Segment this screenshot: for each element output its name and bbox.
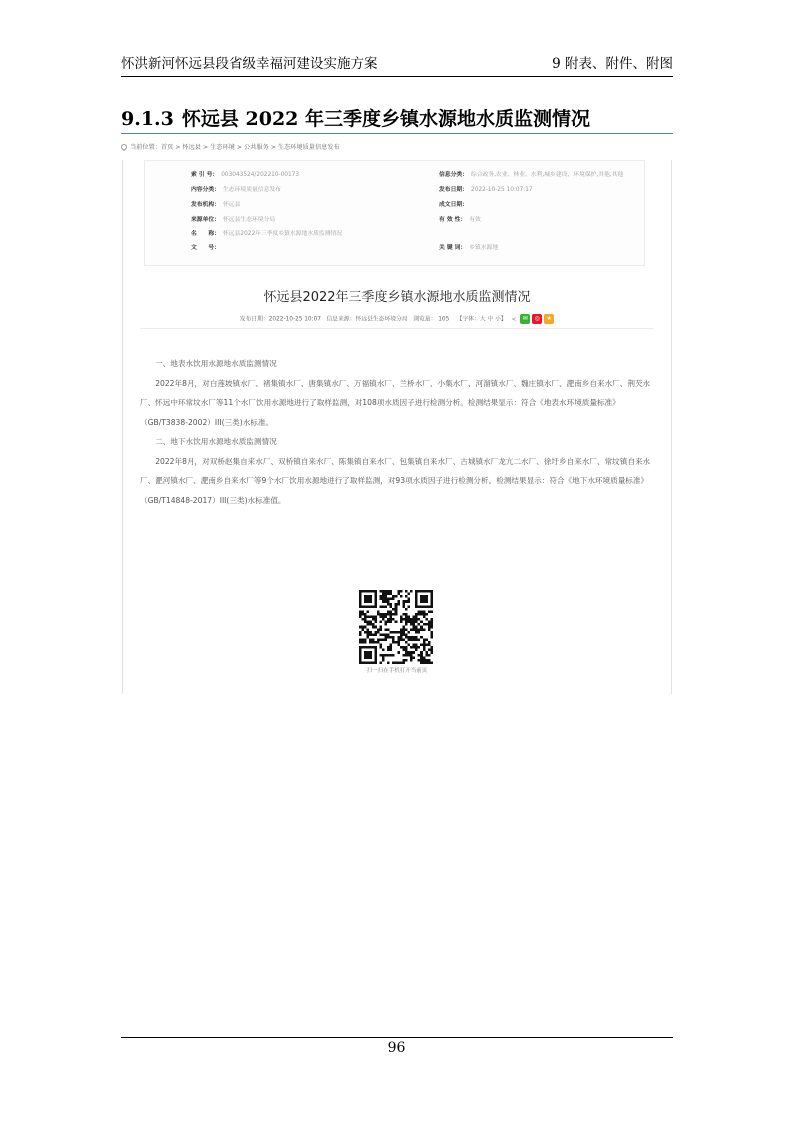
meta-publisher: 发布机构： 怀远县 xyxy=(191,202,241,208)
header-rule xyxy=(121,76,673,77)
weibo-share-icon[interactable]: ◎ xyxy=(532,314,542,324)
breadcrumb-text: 当前位置：首页 > 怀远县 > 生态环境 > 公共服务 > 生态环境质量信息发布 xyxy=(130,144,340,151)
wechat-share-icon[interactable]: ✉ xyxy=(520,314,530,324)
section-heading xyxy=(121,106,673,132)
info-source: 信息来源：怀远县生态环境分局 xyxy=(326,316,408,323)
article-info-bar xyxy=(121,314,673,325)
view-count: 浏览量： 105 xyxy=(413,316,450,323)
section-title: 怀远县 2022 年三季度乡镇水源地水质监测情况 xyxy=(181,108,591,130)
font-size-switch[interactable]: 【字体：大 中 小】 xyxy=(456,316,507,323)
paragraph-ground-water: 2022年8月，对双桥赵集自来水厂、双桥镇自来水厂、陈集镇自来水厂、包集镇自来水厂、古城镇水厂龙亢二水厂、徐圩乡自来水厂、常坟镇自来水厂、淝河镇水厂、淝南乡自来水厂等9个水厂饮用水源地进行了取样监测，对93项水质因子进行检测分析。检测结果显示：符合《地下水环境质量标准》（GB/T14848-2017）III(三类)水标准值。 xyxy=(140,456,651,505)
page-header xyxy=(121,54,673,74)
meta-source-unit: 来源单位： 怀远县生态环境分局 xyxy=(191,217,276,223)
breadcrumb xyxy=(121,142,340,151)
meta-info-category: 信息分类： 综合政务,农业、林业、水利,城乡建设、环境保护,其他,其他 xyxy=(439,172,624,178)
metadata-box xyxy=(144,160,645,266)
info-divider xyxy=(140,328,654,329)
article-body xyxy=(140,354,654,510)
footer-rule xyxy=(121,1037,673,1038)
article-title: 怀远县2022年三季度乡镇水源地水质监测情况 xyxy=(263,290,531,305)
header-document-title: 怀洪新河怀远县段省级幸福河建设实施方案 xyxy=(121,56,378,72)
heading-ground-water: 二、地下水饮用水源地水质监测情况 xyxy=(155,437,277,446)
section-number: 9.1.3 xyxy=(121,108,174,130)
paragraph-surface-water: 2022年8月，对白莲坡镇水厂、褚集镇水厂、唐集镇水厂、万福镇水厂、兰桥水厂、小集水厂、河溜镇水厂、魏庄镇水厂、淝南乡自来水厂、荆芡水厂、怀远中环常坟水厂等11个水厂饮用水源地进行了取样监测，对108项水质因子进行检测分析。检测结果显示：符合《地表水环境质量标准》（GB/T3838-2002）III(三类)水标准。 xyxy=(140,378,651,427)
meta-publish-date: 发布日期： 2022-10-25 10:07:17 xyxy=(439,187,533,193)
meta-index-no: 索 引 号： 003043524/202210-00173 xyxy=(191,172,300,178)
section-title-rule xyxy=(121,133,673,134)
publish-date: 发布日期：2022-10-25 10:07 xyxy=(239,316,321,323)
qzone-share-icon[interactable]: ★ xyxy=(544,314,554,324)
header-chapter: 9 附表、附件、附图 xyxy=(552,56,673,72)
heading-surface-water: 一、地表水饮用水源地水质监测情况 xyxy=(155,359,277,368)
meta-name: 名 称： 怀远县2022年三季度乡镇水源地水质监测情况 xyxy=(191,231,343,237)
page-number: 96 xyxy=(387,1040,406,1056)
meta-validity: 有 效 性： 有效 xyxy=(439,217,481,223)
meta-written-date: 成文日期： xyxy=(439,202,468,208)
share-icon[interactable]: < xyxy=(511,316,517,323)
meta-content-category: 内容分类： 生态环境质量信息发布 xyxy=(191,187,281,193)
location-pin-icon xyxy=(120,143,128,151)
webpage-screenshot xyxy=(121,138,673,694)
qr-code-icon xyxy=(359,590,433,664)
meta-keywords: 关 键 词： 乡镇水源地 xyxy=(439,245,499,251)
qr-caption: 扫一扫在手机打开当前页 xyxy=(366,668,428,674)
meta-doc-no: 文 号： xyxy=(191,245,220,251)
